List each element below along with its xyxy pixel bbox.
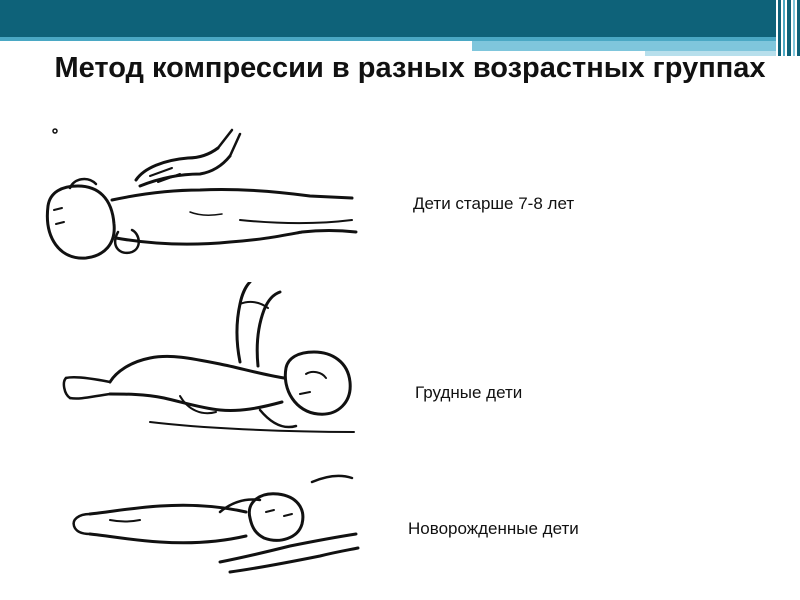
caption-older-children: Дети старше 7-8 лет (413, 194, 575, 213)
slide-title: Метод компрессии в разных возрастных группах (54, 52, 766, 84)
banner-stripe (793, 0, 795, 56)
illustration-infant (60, 282, 360, 442)
caption-newborns: Новорожденные дети (408, 519, 579, 538)
banner-stripe (778, 0, 781, 56)
illustration-newborn (70, 472, 360, 582)
banner-stripe (783, 0, 785, 56)
banner-stripe (787, 0, 791, 56)
caption-infants: Грудные дети (415, 383, 523, 402)
banner-band (0, 0, 776, 37)
illustration-older-child (40, 128, 360, 268)
